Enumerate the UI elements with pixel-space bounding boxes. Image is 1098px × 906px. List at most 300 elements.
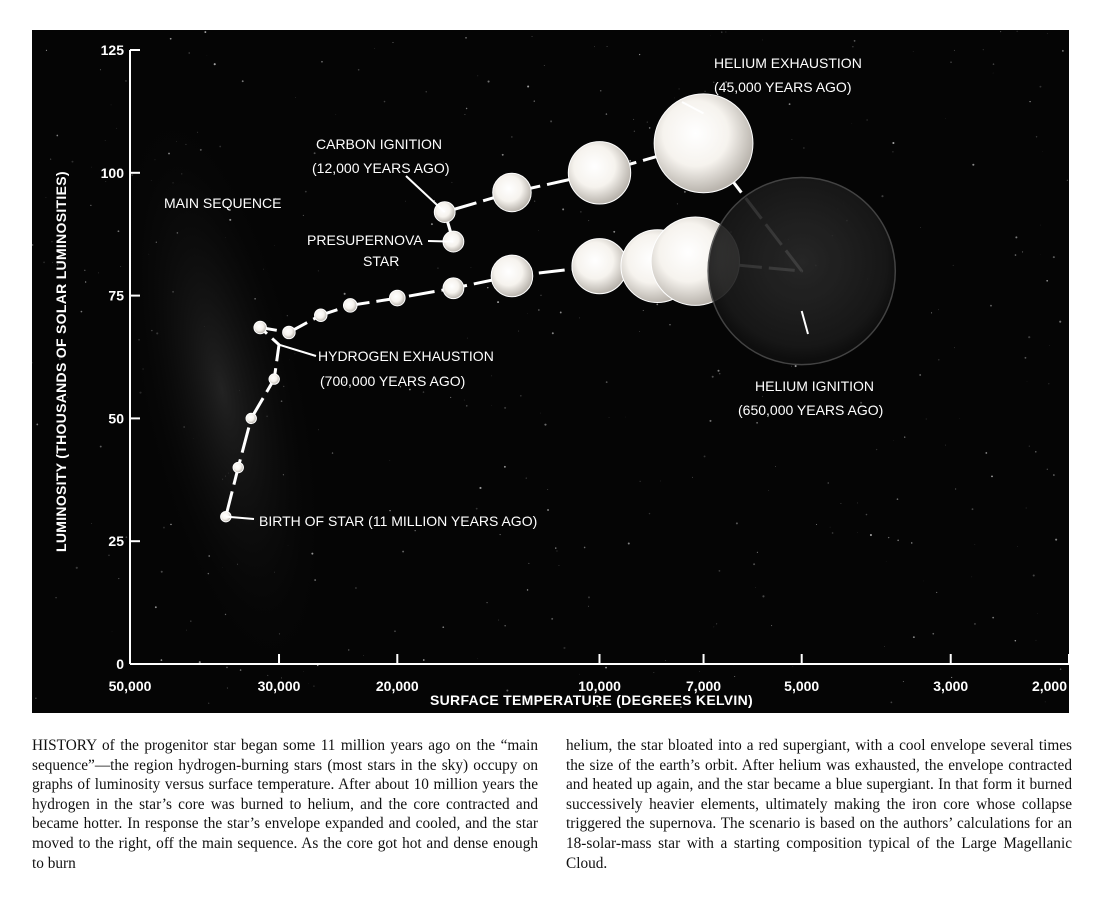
bg-star [46,197,47,198]
bg-star [313,685,314,686]
bg-star [756,422,757,423]
bg-star [791,366,792,367]
bg-star [579,318,580,319]
bg-star [538,230,539,231]
bg-star [975,544,976,545]
y-tick-label: 25 [108,533,124,550]
bg-star [923,581,924,582]
bg-star [734,676,735,677]
bg-star [1028,336,1030,338]
bg-star [402,551,404,553]
bg-star [972,508,974,510]
bg-star [888,537,889,538]
bg-star [633,119,634,120]
bg-star [504,407,506,409]
bg-star [1046,280,1048,282]
bg-star [76,567,78,569]
bg-star [560,312,562,314]
bg-star [491,376,492,377]
bg-star [639,481,640,482]
bg-star [477,658,478,659]
bg-star [1029,446,1030,447]
bg-star [450,397,451,398]
star-mark [572,239,627,294]
bg-star [451,182,452,183]
bg-star [1017,31,1018,32]
bg-star [639,331,640,332]
bg-star [983,49,984,50]
bg-star [358,69,360,71]
bg-star [35,698,37,700]
label-helium-exhaustion-time: (45,000 YEARS AGO) [714,79,852,95]
x-tick-label: 50,000 [108,678,152,694]
bg-star [897,498,899,500]
bg-star [992,617,994,619]
bg-star [919,374,921,376]
y-tick-label: 0 [116,656,124,672]
bg-star [639,54,640,55]
bg-star [56,135,58,137]
bg-star [762,595,764,597]
bg-star [557,551,558,552]
bg-star [487,287,488,288]
bg-star [305,191,307,193]
bg-star [755,587,756,588]
bg-star [795,365,797,367]
bg-star [390,460,391,461]
bg-star [551,618,553,620]
caption-column-1: HISTORY of the progenitor star began some 11 million years ago on the “main sequence”—the region hydrogen-burning stars (most stars in the sky) occupy on graphs of luminosity versus surface temperature. After about 10 million years the hydrogen in the star’s core was burned to helium, and the core contracted and became hotter. In response the star’s envelope expanded and cooled, and the star moved to the right, off the main sequence. As the core got hot and dense enough to burn [32,737,538,872]
bg-star [431,223,433,225]
bg-star [466,405,468,407]
bg-star [1000,31,1001,32]
chart-figure [32,30,1069,713]
bg-star [712,376,714,378]
bg-star [108,555,110,557]
bg-star [890,702,892,704]
bg-star [36,424,38,426]
bg-star [478,76,479,77]
y-tick-label: 125 [100,42,124,58]
bg-star [719,373,721,375]
bg-star [816,524,817,525]
star-mark [654,94,753,193]
bg-star [851,123,852,124]
x-tick-label: 20,000 [375,678,419,694]
bg-star [936,592,937,593]
label-carbon-ignition-time: (12,000 YEARS AGO) [312,160,450,176]
bg-star [607,46,608,47]
bg-star [1015,640,1016,641]
bg-star [1045,701,1046,702]
y-tick-label: 75 [108,287,124,304]
bg-star [527,589,528,590]
bg-star [892,151,893,152]
bg-star [56,597,57,598]
bg-star [332,452,333,453]
bg-star [584,547,586,549]
bg-star [789,103,791,105]
star-mark [708,177,895,364]
bg-star [867,120,868,121]
caption-column-2: helium, the star bloated into a red supergiant, with a cool envelope several times the size of the earth’s orbit. After helium was exhausted, the envelope contracted and heated up again, and the star became a blue supergiant. In that form it burned successively heavier elements, ultimately making the iron core whose collapse triggered the supernova. The scenario is based on the authors’ calculations for an 18-solar-mass star with a starting composition typical of the Large Magellanic Cloud. [566,737,1072,872]
bg-star [105,181,106,182]
bg-star [719,570,721,572]
bg-star [81,311,83,313]
bg-star [98,273,99,274]
bg-star [649,513,650,514]
bg-star [605,667,607,669]
bg-star [828,482,829,483]
bg-star [547,489,548,490]
bg-star [170,38,172,40]
bg-star [643,310,644,311]
x-tick-label: 5,000 [784,678,820,694]
bg-star [911,542,912,543]
bg-star [389,510,390,511]
bg-star [857,503,858,504]
bg-star [721,31,722,32]
bg-star [954,347,955,348]
bg-star [950,61,952,63]
bg-star [502,154,504,156]
bg-star [736,522,738,524]
bg-star [600,90,602,92]
bg-star [479,487,481,489]
bg-star [348,649,349,650]
bg-star [562,208,564,210]
bg-star [1067,180,1068,181]
bg-star [434,200,435,201]
bg-star [528,563,529,564]
bg-star [126,536,128,538]
bg-star [207,55,208,56]
bg-star [892,142,894,144]
bg-star [588,220,589,221]
star-mark [568,142,630,204]
bg-star [1048,383,1049,384]
bg-star [660,481,661,482]
bg-star [208,703,209,704]
bg-star [613,231,615,233]
x-tick-label: 30,000 [257,678,301,694]
bg-star [1053,256,1055,258]
bg-star [226,667,228,669]
bg-star [953,265,954,266]
bg-star [423,391,424,392]
bg-star [415,530,416,531]
bg-star [500,534,501,535]
bg-star [938,359,939,360]
bg-star [46,50,47,51]
x-axis-title: SURFACE TEMPERATURE (DEGREES KELVIN) [430,692,753,708]
bg-star [550,120,552,122]
bg-star [552,332,554,334]
bg-star [466,108,467,109]
label-leader-line [428,241,453,242]
bg-star [384,101,386,103]
label-hydrogen-exhaustion-time: (700,000 YEARS AGO) [320,373,466,389]
bg-star [563,647,565,649]
star-mark [254,321,266,333]
bg-star [242,80,244,82]
bg-star [679,88,680,89]
bg-star [32,244,33,246]
label-carbon-ignition: CARBON IGNITION [316,136,443,152]
bg-star [526,477,527,478]
x-tick-label: 3,000 [933,678,969,694]
bg-star [1026,508,1027,509]
bg-star [588,596,590,598]
bg-star [90,205,91,206]
bg-star [580,211,581,212]
bg-star [926,419,927,420]
bg-star [538,309,539,310]
star-mark [493,173,531,211]
bg-star [314,152,316,154]
figure-caption [32,736,1072,873]
bg-star [1022,251,1023,252]
bg-star [884,646,885,647]
bg-star [762,40,763,41]
bg-star [125,80,127,82]
label-leader-line [406,176,445,212]
bg-star [993,63,995,65]
bg-star [84,270,85,271]
bg-star [50,159,51,160]
bg-star [464,114,465,115]
bg-star [504,466,506,468]
label-birth: BIRTH OF STAR (11 MILLION YEARS AGO) [259,513,538,529]
bg-star [534,100,535,101]
bg-star [775,466,776,467]
bg-star [757,552,758,553]
bg-star [656,304,658,306]
bg-star [870,534,872,536]
bg-star [903,681,904,682]
bg-star [606,381,608,383]
bg-star [654,672,655,673]
bg-star [649,127,651,129]
bg-star [91,523,92,524]
label-main-sequence: MAIN SEQUENCE [164,195,282,211]
x-tick-label: 2,000 [1031,678,1067,694]
bg-star [534,201,535,202]
bg-star [1025,357,1027,359]
bg-star [704,91,705,92]
bg-star [190,621,191,622]
bg-star [634,131,635,132]
label-helium-ignition-time: (650,000 YEARS AGO) [738,402,884,418]
bg-star [990,305,992,307]
bg-star [762,396,763,397]
bg-star [85,281,86,282]
star-mark [246,413,256,423]
star-mark [283,326,295,338]
bg-star [393,42,394,43]
bg-star [32,362,33,363]
bg-star [476,508,478,510]
bg-star [876,449,877,450]
bg-star [426,91,427,92]
bg-star [1017,546,1018,547]
bg-star [163,527,165,529]
bg-star [303,215,304,216]
bg-star [540,295,541,296]
bg-star [72,161,74,163]
label-helium-ignition: HELIUM IGNITION [755,378,875,394]
bg-star [938,309,939,310]
bg-star [1029,101,1030,102]
bg-star [321,61,323,63]
bg-star [1015,254,1017,256]
bg-star [974,623,975,624]
bg-star [344,293,346,295]
bg-star [931,312,932,313]
bg-star [854,40,856,42]
bg-star [881,195,883,197]
bg-star [684,191,686,193]
bg-star [544,424,546,426]
bg-star [204,31,206,33]
bg-star [336,114,337,115]
bg-star [1015,236,1017,238]
bg-star [677,203,678,204]
bg-star [1047,33,1048,34]
bg-star [295,97,296,98]
bg-star [547,509,549,511]
y-axis-title: LUMINOSITY (THOUSANDS OF SOLAR LUMINOSITIES) [53,171,69,552]
bg-star [43,262,45,264]
bg-star [945,118,946,119]
bg-star [116,128,117,129]
bg-star [991,475,993,477]
bg-star [803,147,805,149]
bg-star [769,490,770,491]
bg-star [112,631,113,632]
bg-star [355,587,356,588]
bg-star [955,488,956,489]
bg-star [647,122,648,123]
bg-star [442,626,444,628]
bg-star [318,270,319,271]
bg-star [866,514,868,516]
bg-star [717,370,719,372]
bg-star [1047,469,1048,470]
bg-star [830,527,831,528]
bg-star [100,69,101,70]
bg-star [945,445,946,446]
bg-star [1055,539,1057,541]
x-tick-label: 7,000 [686,678,722,694]
bg-star [594,46,595,47]
bg-star [518,331,519,332]
bg-star [423,659,425,661]
bg-star [726,32,727,33]
bg-star [227,688,228,689]
bg-star [665,660,666,661]
bg-star [852,46,853,47]
bg-star [709,420,711,422]
bg-star [579,674,580,675]
bg-star [704,455,706,457]
bg-star [954,50,955,51]
bg-star [1060,668,1061,669]
bg-star [91,167,92,168]
bg-star [511,136,512,137]
bg-star [118,578,119,579]
bg-star [972,577,973,578]
bg-star [1035,451,1036,452]
bg-star [394,630,396,632]
bg-star [959,418,960,419]
bg-star [932,633,934,635]
bg-star [161,571,163,573]
bg-star [606,113,607,114]
bg-star [972,164,974,166]
bg-star [544,65,545,66]
bg-star [1033,574,1035,576]
bg-star [214,63,216,65]
bg-star [532,36,533,37]
star-mark [343,299,357,313]
x-tick-label: 10,000 [578,678,621,694]
bg-star [487,80,489,82]
bg-star [771,625,772,626]
bg-star [186,630,187,631]
bg-star [465,37,466,38]
bg-star [189,52,190,53]
bg-star [486,602,487,603]
bg-star [100,446,102,448]
bg-star [405,201,406,202]
bg-star [792,139,793,140]
bg-star [897,540,899,542]
bg-star [464,400,465,401]
star-mark [233,462,243,472]
y-tick-label: 50 [108,410,124,427]
bg-star [504,625,505,626]
bg-star [467,338,468,339]
bg-star [471,267,472,268]
bg-star [363,655,364,656]
bg-star [692,477,693,478]
bg-star [437,268,438,269]
bg-star [913,636,915,638]
bg-star [497,301,499,303]
bg-star [520,395,522,397]
bg-star [629,160,631,162]
bg-star [1036,640,1037,641]
star-mark [269,374,279,384]
bg-star [1053,474,1055,476]
bg-star [832,532,834,534]
bg-star [527,86,529,88]
bg-star [498,619,499,620]
y-tick-label: 100 [100,164,124,181]
bg-star [669,324,670,325]
bg-star [1040,225,1041,226]
bg-star [1040,86,1042,88]
bg-star [111,104,112,105]
bg-star [753,563,755,565]
label-presupernova-star: STAR [363,253,400,269]
bg-star [985,452,987,454]
label-hydrogen-exhaustion: HYDROGEN EXHAUSTION [318,348,494,364]
bg-star [588,606,589,607]
bg-star [716,624,717,625]
bg-star [1059,321,1061,323]
